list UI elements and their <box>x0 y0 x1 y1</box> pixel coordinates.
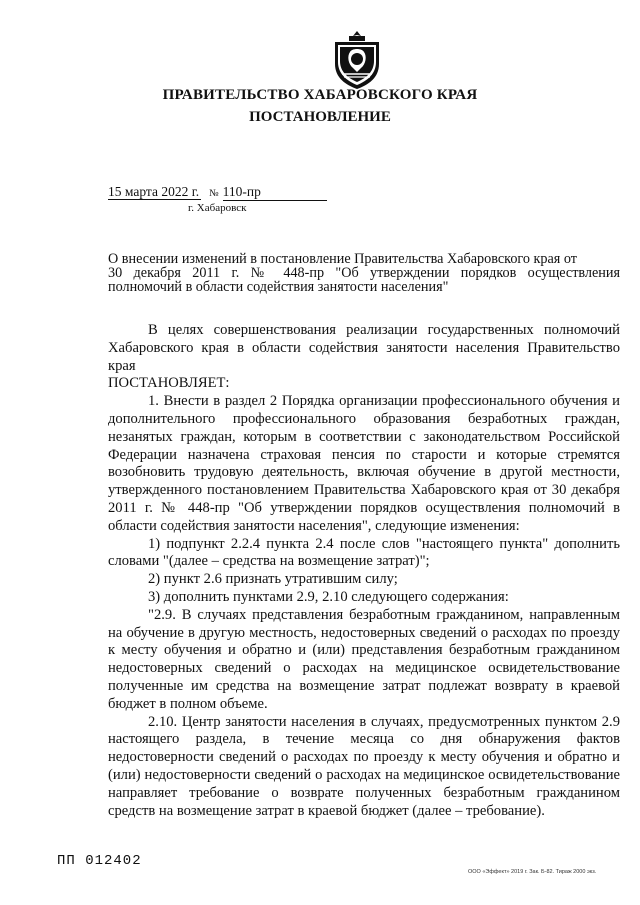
document-date: 15 марта 2022 г. <box>108 184 200 199</box>
form-serial-number: ПП 012402 <box>57 853 142 869</box>
printer-imprint: ООО «Эффект» 2019 г. Зак. Б-82. Тираж 2000 экз. <box>468 869 597 875</box>
resolves-keyword: ПОСТАНОВЛЯЕТ: <box>108 375 230 392</box>
document-subject <box>108 252 620 294</box>
document-body <box>108 322 620 820</box>
document-city: г. Хабаровск <box>188 202 247 214</box>
clause-2-10-paragraph: 2.10. Центр занятости населения в случаях, предусмотренных пунктом 2.9 настоящего раздела, в течение месяца со дня обнаружения фактов недостоверности сведений о расходах по проезду к месту обучения и обратно и (или) недостоверности сведений о расходах на медицинское освидетельствование направляет требование о возврате полученных безработным гражданином средств на возмещение затрат в краевой бюджет (далее – требование). <box>108 713 620 819</box>
subject-line: О внесении изменений в постановление Правительства Хабаровского края от <box>108 251 577 267</box>
subitem-2-paragraph: 2) пункт 2.6 признать утратившим силу; <box>148 571 398 588</box>
item-1-paragraph: 1. Внести в раздел 2 Порядка организации профессионального обучения и дополнительного профессионального образования безработных граждан, незанятых граждан, которым в соответствии с законодательством Российской Федерации назначена страховая пенсия по старости и которые стремятся возобновить трудовую деятельность, включая обучение в другой местности, утвержденного постановлением Правительства Хабаровского края от 30 декабря 2011 г. № 448-пр "Об утверждении порядков осуществления полномочий в области содействия занятости населения", следующие изменения: <box>108 393 620 534</box>
subject-line: полномочий в области содействия занятости населения" <box>108 279 449 295</box>
preamble-paragraph: В целях совершенствования реализации государственных полномочий Хабаровского края в области содействия занятости населения Правительство края <box>108 322 620 374</box>
document-number: 110-пр <box>223 184 327 201</box>
subject-line: 30 декабря 2011 г. № 448-пр "Об утверждении порядков осуществления <box>108 265 620 281</box>
subitem-1-paragraph: 1) подпункт 2.2.4 пункта 2.4 после слов "настоящего пункта" дополнить словами "(далее – средства на возмещение затрат)"; <box>108 535 620 570</box>
clause-2-9-paragraph: "2.9. В случаях представления безработным гражданином, направленным на обучение в другую местность, недостоверных сведений о расходах по проезду к месту обучения и обратно и (или) представления безработным гражданином недостоверных сведений о расходах на медицинское освидетельствование полученные им средства на возмещение затрат подлежат возврату в краевой бюджет в полном объеме. <box>108 606 620 712</box>
number-label: № <box>209 188 219 199</box>
subitem-3-paragraph: 3) дополнить пунктами 2.9, 2.10 следующего содержания: <box>148 588 509 605</box>
date-number-line <box>108 184 327 201</box>
document-type: ПОСТАНОВЛЕНИЕ <box>249 109 391 125</box>
khabarovsk-coat-of-arms-icon <box>330 28 384 90</box>
government-title: ПРАВИТЕЛЬСТВО ХАБАРОВСКОГО КРАЯ <box>162 87 478 103</box>
